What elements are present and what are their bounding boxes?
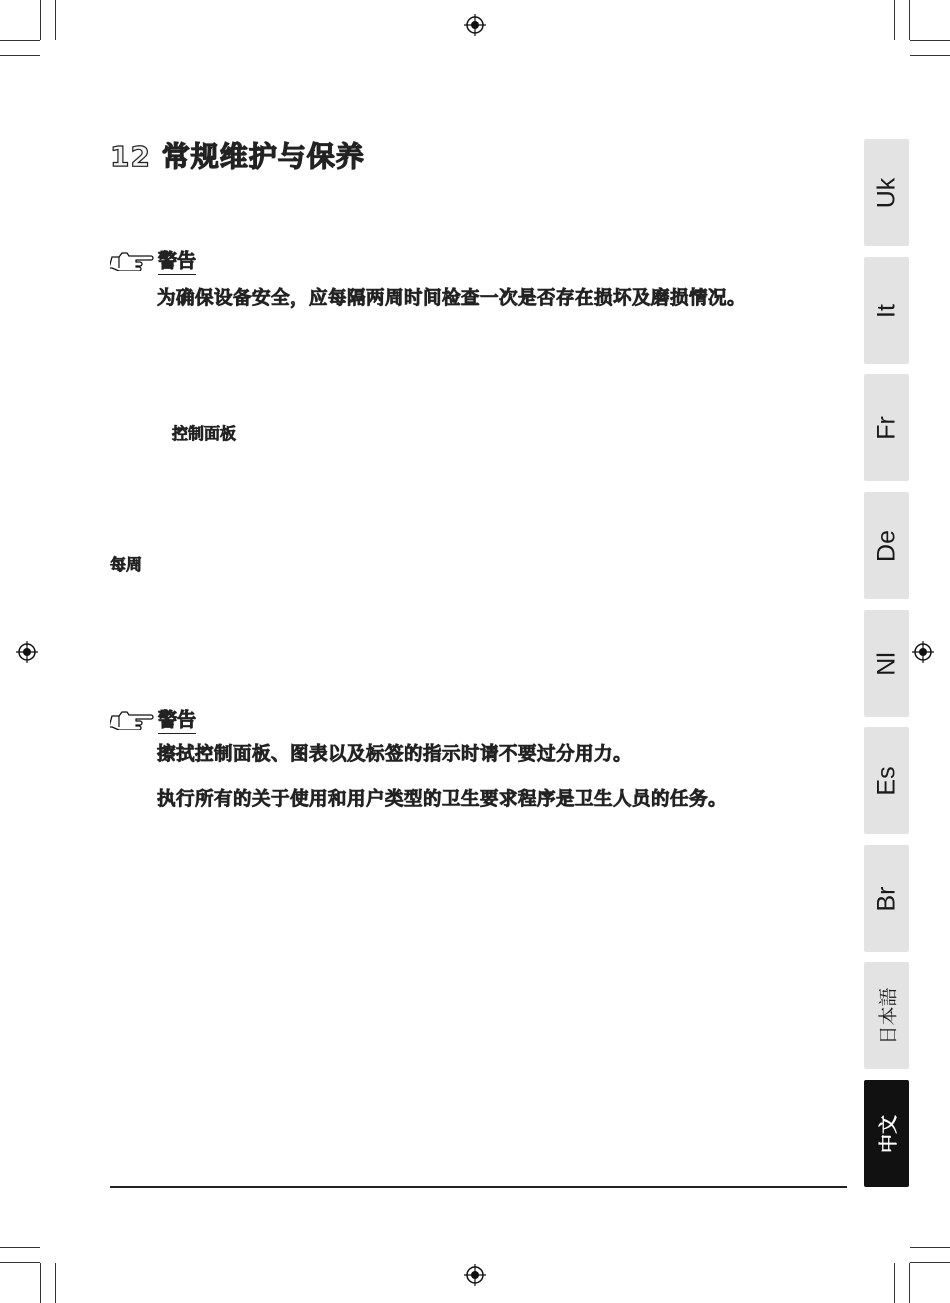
crop-mark [0, 1247, 40, 1248]
language-tab-it[interactable] [864, 257, 909, 364]
warning-heading [110, 706, 196, 732]
warning-heading [110, 247, 196, 273]
crop-mark [910, 1247, 950, 1248]
language-tab-label: 中文 [877, 1114, 899, 1153]
registration-mark-icon [912, 641, 934, 663]
crop-mark [0, 1262, 40, 1263]
warning-text-line-1: 擦拭控制面板、图表以及标签的指示时请不要过分用力。 [157, 744, 633, 765]
language-tab-label: Br [872, 886, 900, 911]
language-tab-uk[interactable] [864, 139, 909, 246]
crop-mark [55, 1263, 56, 1303]
warning-label: 警告 [158, 705, 196, 734]
language-tab-ja[interactable] [864, 962, 909, 1069]
pointing-hand-icon [110, 249, 154, 271]
crop-mark [894, 0, 895, 40]
registration-mark-icon [464, 14, 486, 36]
crop-mark [0, 40, 40, 41]
pointing-hand-icon [110, 708, 154, 730]
page-title: 12 常规维护与保养 [110, 140, 365, 173]
control-panel-label: 控制面板 [172, 424, 237, 443]
language-tab-zh[interactable] [864, 1080, 909, 1187]
crop-mark [910, 55, 950, 56]
warning-text: 为确保设备安全，应每隔两周时间检查一次是否存在损坏及磨损情况。 [157, 288, 747, 309]
crop-mark [910, 1262, 950, 1263]
warning-text-line-2: 执行所有的关于使用和用户类型的卫生要求程序是卫生人员的任务。 [157, 789, 728, 810]
warning-label: 警告 [158, 246, 196, 275]
weekly-label: 每周 [110, 555, 143, 574]
language-tab-fr[interactable] [864, 374, 909, 481]
crop-mark [55, 0, 56, 40]
crop-mark [910, 40, 950, 41]
crop-mark [40, 1263, 41, 1303]
crop-mark [40, 0, 41, 40]
language-tab-br[interactable] [864, 845, 909, 952]
language-tab-label: 日本語 [877, 986, 899, 1045]
crop-mark [0, 55, 40, 56]
language-tab-label: Fr [872, 415, 900, 440]
crop-mark [894, 1263, 895, 1303]
language-tab-label: Es [872, 765, 900, 796]
language-tab-es[interactable] [864, 727, 909, 834]
registration-mark-icon [16, 641, 38, 663]
language-tab-de[interactable] [864, 492, 909, 599]
registration-mark-icon [464, 1264, 486, 1286]
language-tab-label: It [872, 303, 900, 318]
crop-mark [909, 0, 910, 40]
language-tab-label: Uk [872, 177, 900, 208]
language-tab-label: Nl [872, 651, 900, 676]
language-tab-nl[interactable] [864, 610, 909, 717]
language-tab-label: De [872, 529, 900, 562]
footer-rule [110, 1186, 847, 1188]
crop-mark [909, 1263, 910, 1303]
